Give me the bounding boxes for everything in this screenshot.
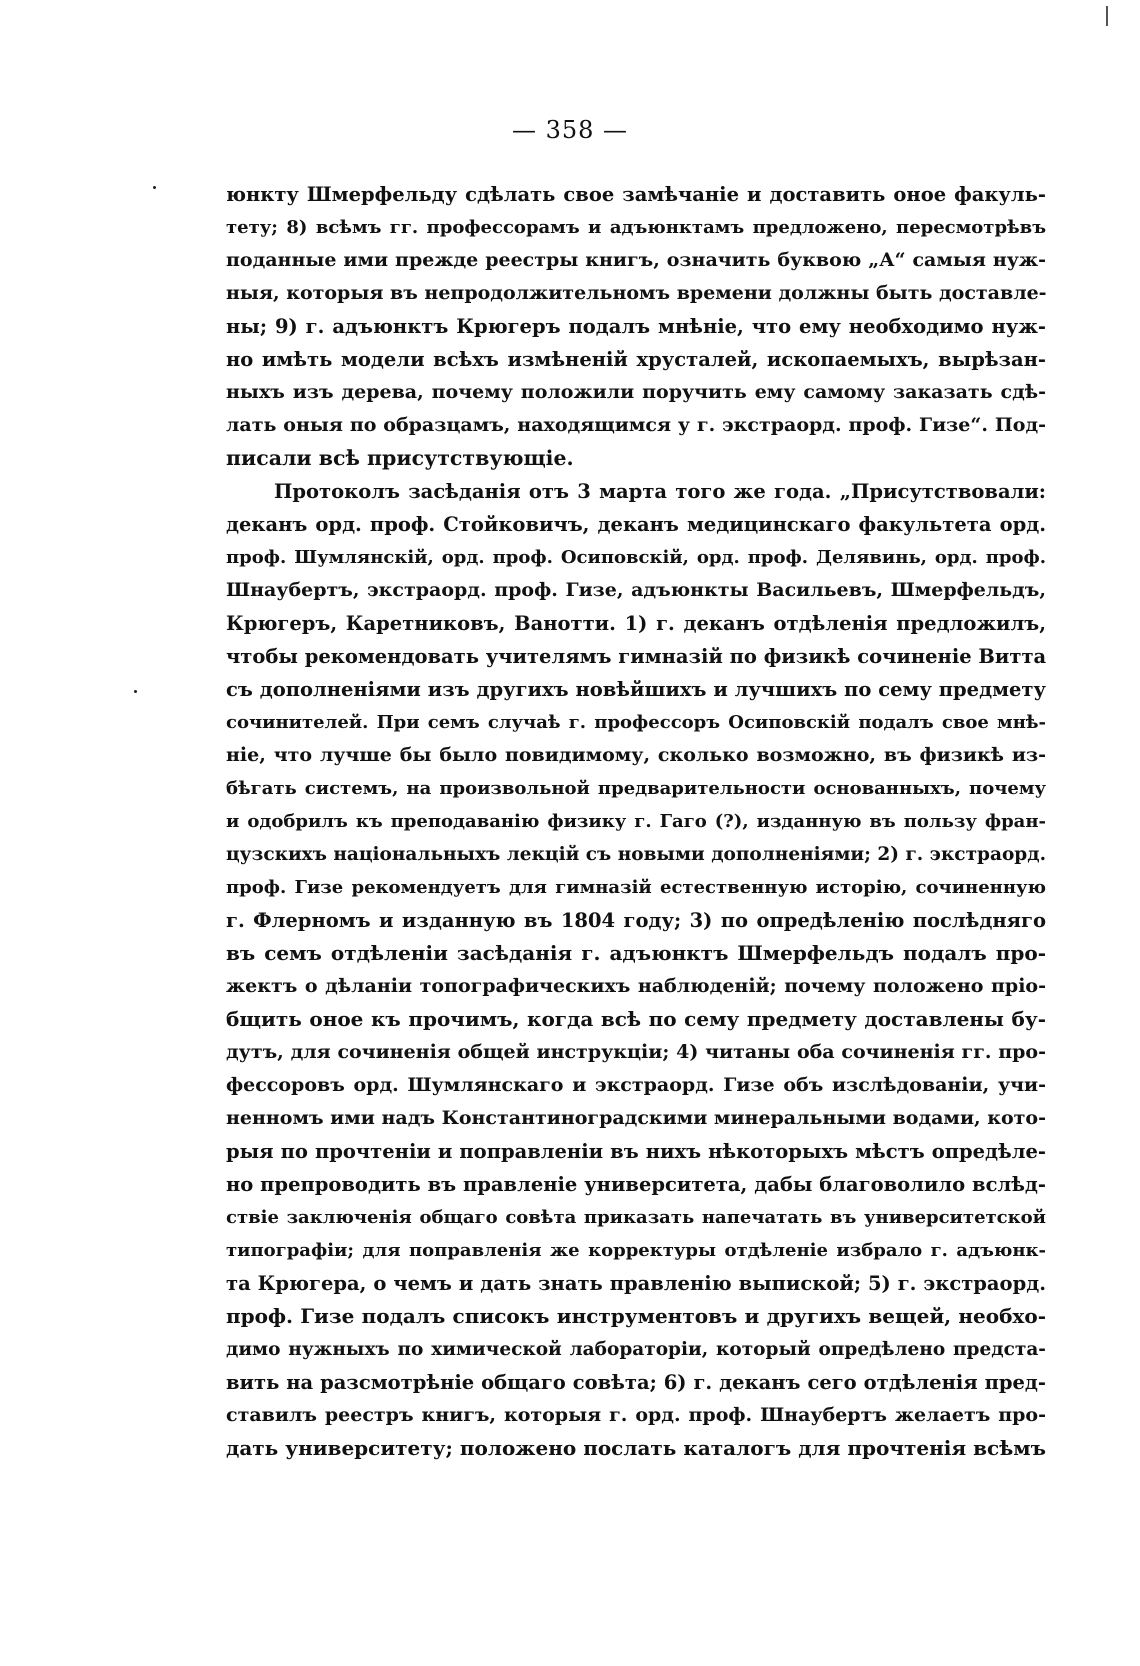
text-line: цузскихъ національныхъ лекцій съ новыми дополненіями; 2) г. экстраорд. [226, 844, 1047, 865]
text-line: бѣгать системъ, на произвольной предварительности основанныхъ, почему [226, 778, 1046, 799]
text-line: проф. Гизе рекомендуетъ для гимназій естественную исторію, сочиненную [226, 877, 1046, 898]
paragraph-2 [226, 475, 1046, 1465]
text-line: димо нужныхъ по химической лабораторіи, который опредѣлено предста- [226, 1339, 1046, 1360]
text-line: дутъ, для сочиненія общей инструкціи; 4) читаны оба сочиненія гг. про- [226, 1041, 1046, 1063]
margin-dot [134, 690, 137, 693]
text-line: Шнаубертъ, экстраорд. проф. Гизе, адъюнкты Васильевъ, Шмерфельдъ, [226, 579, 1046, 601]
text-line: писали всѣ присутствующіе. [226, 446, 574, 470]
text-line: юнкту Шмерфельду сдѣлать свое замѣчаніе и доставить оное факуль- [226, 183, 1046, 206]
text-line: но препроводить въ правленіе университета, дабы благоволило вслѣд- [226, 1173, 1046, 1196]
text-line: та Крюгера, о чемъ и дать знать правленію выпиской; 5) г. экстраорд. [226, 1272, 1046, 1295]
text-line: лать оныя по образцамъ, находящимся у г. экстраорд. проф. Гизе“. Под- [226, 414, 1046, 436]
text-line: Протоколъ засѣданія отъ 3 марта того же года. „Присутствовали: [274, 480, 1046, 503]
text-line: и одобрилъ къ преподаванію физику г. Гаго (?), изданную въ пользу фран- [226, 811, 1046, 832]
text-line: сочинителей. При семъ случаѣ г. профессоръ Осиповскій подалъ свое мнѣ- [226, 712, 1046, 733]
text-line: съ дополненіями изъ другихъ новѣйшихъ и лучшихъ по сему предмету [226, 678, 1046, 701]
text-line: ненномъ ими надъ Константиноградскими минеральными водами, кото- [226, 1107, 1046, 1129]
body-text [226, 178, 1046, 1465]
text-line: проф. Шумлянскій, орд. проф. Осиповскій, орд. проф. Делявинь, орд. проф. [226, 547, 1046, 568]
text-line: фессоровъ орд. Шумлянскаго и экстраорд. Гизе объ изслѣдованіи, учи- [226, 1074, 1046, 1096]
scan-edge-mark [1106, 6, 1108, 26]
text-line: тету; 8) всѣмъ гг. профессорамъ и адъюнктамъ предложено, пересмотрѣвъ [226, 217, 1046, 238]
text-line: ныхъ изъ дерева, почему положили поручить ему самому заказать сдѣ- [226, 381, 1046, 403]
text-line: но имѣть модели всѣхъ измѣненій хрусталей, ископаемыхъ, вырѣзан- [226, 348, 1046, 371]
text-line: проф. Гизе подалъ списокъ инструментовъ и другихъ вещей, необхо- [226, 1304, 1046, 1328]
text-line: бщить оное къ прочимъ, когда всѣ по сему предмету доставлены бу- [226, 1007, 1046, 1031]
paragraph-1 [226, 178, 1046, 475]
text-line: ставилъ реестръ книгъ, которыя г. орд. проф. Шнаубертъ желаетъ про- [226, 1404, 1046, 1426]
text-line: ніе, что лучше бы было повидимому, сколько возможно, въ физикѣ из- [226, 744, 1046, 766]
text-line: вить на разсмотрѣніе общаго совѣта; 6) г. деканъ сего отдѣленія пред- [226, 1371, 1046, 1394]
text-line: дать университету; положено послать каталогъ для прочтенія всѣмъ [226, 1436, 1046, 1460]
text-line: деканъ орд. проф. Стойковичъ, деканъ медицинскаго факультета орд. [226, 513, 1046, 536]
text-line: типографіи; для поправленія же корректуры отдѣленіе избрало г. адъюнк- [226, 1240, 1046, 1261]
text-line: чтобы рекомендовать учителямъ гимназій по физикѣ сочиненіе Витта [226, 645, 1047, 668]
text-line: въ семъ отдѣленіи засѣданія г. адъюнктъ Шмерфельдъ подалъ про- [226, 941, 1046, 965]
text-line: ны; 9) г. адъюнктъ Крюгеръ подалъ мнѣніе, что ему необходимо нуж- [226, 315, 1046, 338]
text-line: поданные ими прежде реестры книгъ, означить буквою „А“ самыя нуж- [226, 249, 1046, 271]
text-line: г. Флерномъ и изданную въ 1804 году; 3) по опредѣленію послѣдняго [226, 909, 1046, 932]
text-line: рыя по прочтеніи и поправленіи въ нихъ нѣкоторыхъ мѣстъ опредѣле- [226, 1140, 1046, 1163]
margin-dot [153, 186, 156, 189]
text-line: жектъ о дѣланіи топографическихъ наблюденій; почему положено пріо- [226, 975, 1046, 997]
page-number: — 358 — [511, 116, 629, 144]
text-line: ныя, которыя въ непродолжительномъ времени должны быть доставле- [226, 282, 1047, 304]
text-line: Крюгеръ, Каретниковъ, Ванотти. 1) г. деканъ отдѣленія предложилъ, [226, 612, 1046, 635]
text-line: ствіе заключенія общаго совѣта приказать напечатать въ университетской [226, 1207, 1046, 1228]
